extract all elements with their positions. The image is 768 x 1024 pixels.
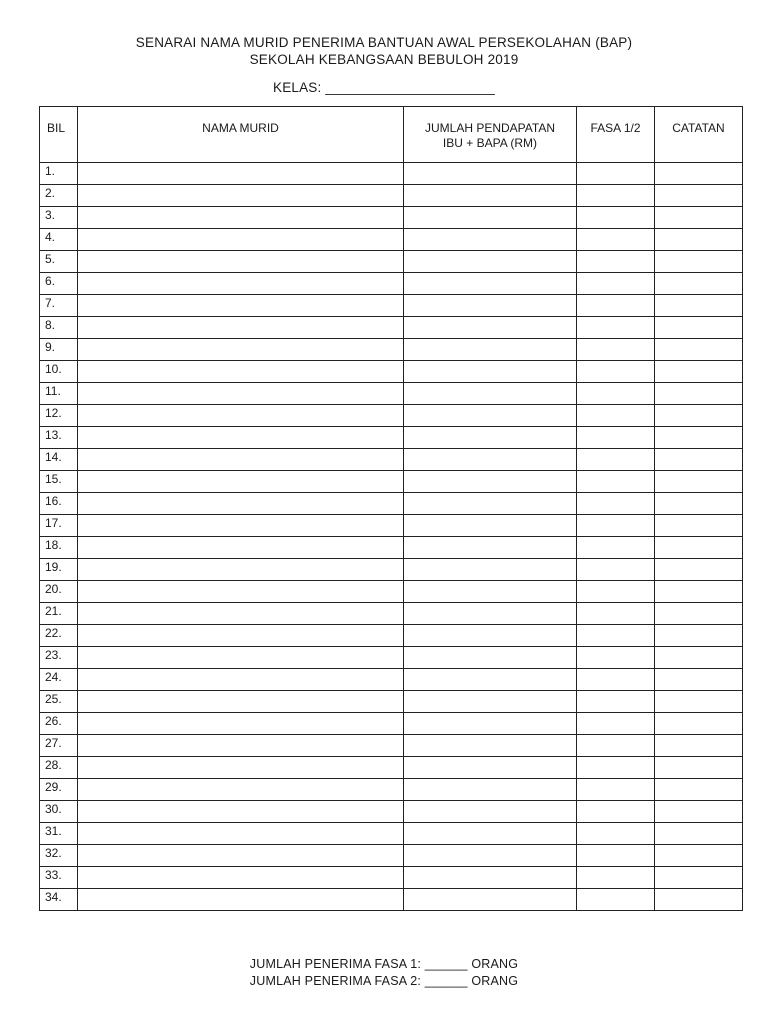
cell-catatan xyxy=(655,339,743,361)
cell-nama-murid xyxy=(78,405,404,427)
row-bil: 6. xyxy=(40,273,78,295)
cell-nama-murid xyxy=(78,515,404,537)
row-bil: 19. xyxy=(40,559,78,581)
table-row xyxy=(40,779,743,801)
cell-jumlah-pendapatan xyxy=(404,163,577,185)
cell-catatan xyxy=(655,405,743,427)
row-bil: 2. xyxy=(40,185,78,207)
table-row xyxy=(40,295,743,317)
table-row xyxy=(40,581,743,603)
document-footer xyxy=(0,956,768,990)
cell-catatan xyxy=(655,361,743,383)
cell-fasa xyxy=(577,427,655,449)
cell-nama-murid xyxy=(78,471,404,493)
cell-nama-murid xyxy=(78,603,404,625)
row-bil: 18. xyxy=(40,537,78,559)
row-bil: 5. xyxy=(40,251,78,273)
cell-nama-murid xyxy=(78,383,404,405)
cell-catatan xyxy=(655,691,743,713)
table-row xyxy=(40,251,743,273)
row-bil: 25. xyxy=(40,691,78,713)
table-row xyxy=(40,163,743,185)
table-row xyxy=(40,603,743,625)
cell-catatan xyxy=(655,581,743,603)
cell-fasa xyxy=(577,251,655,273)
cell-jumlah-pendapatan xyxy=(404,295,577,317)
row-bil: 17. xyxy=(40,515,78,537)
cell-catatan xyxy=(655,603,743,625)
table-row xyxy=(40,515,743,537)
cell-fasa xyxy=(577,581,655,603)
cell-fasa xyxy=(577,449,655,471)
cell-fasa xyxy=(577,757,655,779)
cell-fasa xyxy=(577,185,655,207)
row-bil: 3. xyxy=(40,207,78,229)
cell-nama-murid xyxy=(78,295,404,317)
title-line-2: SEKOLAH KEBANGSAAN BEBULOH 2019 xyxy=(249,52,519,67)
cell-fasa xyxy=(577,735,655,757)
column-header-bil: BIL xyxy=(40,107,78,163)
cell-jumlah-pendapatan xyxy=(404,845,577,867)
cell-nama-murid xyxy=(78,889,404,911)
cell-fasa xyxy=(577,339,655,361)
cell-nama-murid xyxy=(78,845,404,867)
cell-fasa xyxy=(577,823,655,845)
cell-jumlah-pendapatan xyxy=(404,537,577,559)
kelas-label: KELAS: ______________________ xyxy=(272,80,495,95)
cell-nama-murid xyxy=(78,273,404,295)
column-header-fasa: FASA 1/2 xyxy=(577,107,655,163)
cell-fasa xyxy=(577,647,655,669)
row-bil: 7. xyxy=(40,295,78,317)
row-bil: 21. xyxy=(40,603,78,625)
cell-jumlah-pendapatan xyxy=(404,449,577,471)
row-bil: 32. xyxy=(40,845,78,867)
table-row xyxy=(40,757,743,779)
cell-catatan xyxy=(655,317,743,339)
cell-nama-murid xyxy=(78,317,404,339)
cell-jumlah-pendapatan xyxy=(404,427,577,449)
cell-nama-murid xyxy=(78,647,404,669)
student-list-table xyxy=(39,106,743,911)
cell-jumlah-pendapatan xyxy=(404,735,577,757)
cell-catatan xyxy=(655,273,743,295)
cell-fasa xyxy=(577,405,655,427)
cell-jumlah-pendapatan xyxy=(404,471,577,493)
cell-fasa xyxy=(577,163,655,185)
cell-nama-murid xyxy=(78,361,404,383)
cell-nama-murid xyxy=(78,559,404,581)
cell-fasa xyxy=(577,383,655,405)
table-row xyxy=(40,471,743,493)
cell-nama-murid xyxy=(78,339,404,361)
cell-nama-murid xyxy=(78,779,404,801)
column-header-jumlah-pendapatan: JUMLAH PENDAPATAN IBU + BAPA (RM) xyxy=(404,107,577,163)
cell-fasa xyxy=(577,603,655,625)
row-bil: 27. xyxy=(40,735,78,757)
cell-jumlah-pendapatan xyxy=(404,185,577,207)
cell-fasa xyxy=(577,625,655,647)
cell-fasa xyxy=(577,779,655,801)
row-bil: 4. xyxy=(40,229,78,251)
cell-catatan xyxy=(655,647,743,669)
cell-nama-murid xyxy=(78,669,404,691)
cell-jumlah-pendapatan xyxy=(404,867,577,889)
cell-jumlah-pendapatan xyxy=(404,383,577,405)
cell-jumlah-pendapatan xyxy=(404,273,577,295)
cell-nama-murid xyxy=(78,493,404,515)
cell-catatan xyxy=(655,713,743,735)
cell-fasa xyxy=(577,295,655,317)
table-row xyxy=(40,361,743,383)
cell-jumlah-pendapatan xyxy=(404,559,577,581)
row-bil: 15. xyxy=(40,471,78,493)
table-row xyxy=(40,427,743,449)
cell-catatan xyxy=(655,163,743,185)
cell-nama-murid xyxy=(78,163,404,185)
cell-fasa xyxy=(577,691,655,713)
cell-nama-murid xyxy=(78,229,404,251)
cell-catatan xyxy=(655,537,743,559)
cell-nama-murid xyxy=(78,449,404,471)
cell-catatan xyxy=(655,801,743,823)
cell-nama-murid xyxy=(78,185,404,207)
cell-jumlah-pendapatan xyxy=(404,229,577,251)
table-row xyxy=(40,823,743,845)
cell-jumlah-pendapatan xyxy=(404,801,577,823)
cell-fasa xyxy=(577,471,655,493)
cell-jumlah-pendapatan xyxy=(404,779,577,801)
cell-jumlah-pendapatan xyxy=(404,251,577,273)
table-row xyxy=(40,317,743,339)
table-row xyxy=(40,383,743,405)
cell-catatan xyxy=(655,493,743,515)
table-row xyxy=(40,185,743,207)
cell-catatan xyxy=(655,207,743,229)
cell-catatan xyxy=(655,889,743,911)
table-row xyxy=(40,691,743,713)
table-row xyxy=(40,449,743,471)
row-bil: 13. xyxy=(40,427,78,449)
table-header-row xyxy=(40,107,743,163)
title-line-1: SENARAI NAMA MURID PENERIMA BANTUAN AWAL PERSEKOLAHAN (BAP) xyxy=(135,35,633,50)
cell-fasa xyxy=(577,867,655,889)
table-row xyxy=(40,889,743,911)
table-row xyxy=(40,273,743,295)
cell-nama-murid xyxy=(78,801,404,823)
cell-catatan xyxy=(655,735,743,757)
table-row xyxy=(40,559,743,581)
cell-jumlah-pendapatan xyxy=(404,581,577,603)
cell-catatan xyxy=(655,845,743,867)
row-bil: 12. xyxy=(40,405,78,427)
cell-catatan xyxy=(655,559,743,581)
cell-fasa xyxy=(577,361,655,383)
column-header-catatan: CATATAN xyxy=(655,107,743,163)
table-row xyxy=(40,537,743,559)
cell-jumlah-pendapatan xyxy=(404,515,577,537)
cell-jumlah-pendapatan xyxy=(404,647,577,669)
table-row xyxy=(40,625,743,647)
cell-jumlah-pendapatan xyxy=(404,361,577,383)
table-row xyxy=(40,207,743,229)
cell-fasa xyxy=(577,559,655,581)
row-bil: 11. xyxy=(40,383,78,405)
row-bil: 33. xyxy=(40,867,78,889)
cell-jumlah-pendapatan xyxy=(404,405,577,427)
cell-fasa xyxy=(577,669,655,691)
cell-jumlah-pendapatan xyxy=(404,691,577,713)
cell-fasa xyxy=(577,317,655,339)
row-bil: 10. xyxy=(40,361,78,383)
row-bil: 9. xyxy=(40,339,78,361)
cell-nama-murid xyxy=(78,757,404,779)
cell-fasa xyxy=(577,229,655,251)
cell-jumlah-pendapatan xyxy=(404,757,577,779)
cell-nama-murid xyxy=(78,537,404,559)
cell-catatan xyxy=(655,383,743,405)
cell-catatan xyxy=(655,757,743,779)
row-bil: 28. xyxy=(40,757,78,779)
total-fasa-1: JUMLAH PENERIMA FASA 1: ______ ORANG xyxy=(249,957,519,971)
row-bil: 1. xyxy=(40,163,78,185)
row-bil: 30. xyxy=(40,801,78,823)
cell-fasa xyxy=(577,845,655,867)
row-bil: 31. xyxy=(40,823,78,845)
table-row xyxy=(40,735,743,757)
cell-jumlah-pendapatan xyxy=(404,889,577,911)
row-bil: 20. xyxy=(40,581,78,603)
row-bil: 26. xyxy=(40,713,78,735)
cell-nama-murid xyxy=(78,581,404,603)
cell-jumlah-pendapatan xyxy=(404,625,577,647)
cell-fasa xyxy=(577,515,655,537)
cell-nama-murid xyxy=(78,207,404,229)
row-bil: 8. xyxy=(40,317,78,339)
cell-fasa xyxy=(577,801,655,823)
cell-nama-murid xyxy=(78,427,404,449)
cell-jumlah-pendapatan xyxy=(404,317,577,339)
cell-jumlah-pendapatan xyxy=(404,603,577,625)
cell-jumlah-pendapatan xyxy=(404,493,577,515)
table-row xyxy=(40,801,743,823)
table-row xyxy=(40,405,743,427)
cell-catatan xyxy=(655,779,743,801)
table-row xyxy=(40,669,743,691)
cell-catatan xyxy=(655,515,743,537)
row-bil: 16. xyxy=(40,493,78,515)
row-bil: 34. xyxy=(40,889,78,911)
cell-catatan xyxy=(655,669,743,691)
cell-nama-murid xyxy=(78,691,404,713)
cell-nama-murid xyxy=(78,735,404,757)
cell-nama-murid xyxy=(78,867,404,889)
cell-catatan xyxy=(655,471,743,493)
cell-nama-murid xyxy=(78,251,404,273)
cell-catatan xyxy=(655,185,743,207)
table-row xyxy=(40,845,743,867)
cell-jumlah-pendapatan xyxy=(404,713,577,735)
cell-fasa xyxy=(577,889,655,911)
document-header xyxy=(0,34,768,68)
cell-fasa xyxy=(577,493,655,515)
cell-catatan xyxy=(655,625,743,647)
table-row xyxy=(40,493,743,515)
table-row xyxy=(40,713,743,735)
cell-catatan xyxy=(655,427,743,449)
table-row xyxy=(40,867,743,889)
table-row xyxy=(40,647,743,669)
row-bil: 29. xyxy=(40,779,78,801)
cell-catatan xyxy=(655,867,743,889)
row-bil: 22. xyxy=(40,625,78,647)
cell-fasa xyxy=(577,273,655,295)
cell-nama-murid xyxy=(78,823,404,845)
cell-fasa xyxy=(577,207,655,229)
column-header-nama-murid: NAMA MURID xyxy=(78,107,404,163)
cell-jumlah-pendapatan xyxy=(404,339,577,361)
cell-fasa xyxy=(577,713,655,735)
cell-fasa xyxy=(577,537,655,559)
cell-jumlah-pendapatan xyxy=(404,823,577,845)
cell-nama-murid xyxy=(78,625,404,647)
cell-nama-murid xyxy=(78,713,404,735)
table-row xyxy=(40,339,743,361)
cell-jumlah-pendapatan xyxy=(404,207,577,229)
row-bil: 24. xyxy=(40,669,78,691)
cell-catatan xyxy=(655,251,743,273)
cell-catatan xyxy=(655,295,743,317)
table-row xyxy=(40,229,743,251)
row-bil: 23. xyxy=(40,647,78,669)
cell-catatan xyxy=(655,229,743,251)
cell-catatan xyxy=(655,449,743,471)
cell-catatan xyxy=(655,823,743,845)
total-fasa-2: JUMLAH PENERIMA FASA 2: ______ ORANG xyxy=(249,974,519,988)
row-bil: 14. xyxy=(40,449,78,471)
cell-jumlah-pendapatan xyxy=(404,669,577,691)
